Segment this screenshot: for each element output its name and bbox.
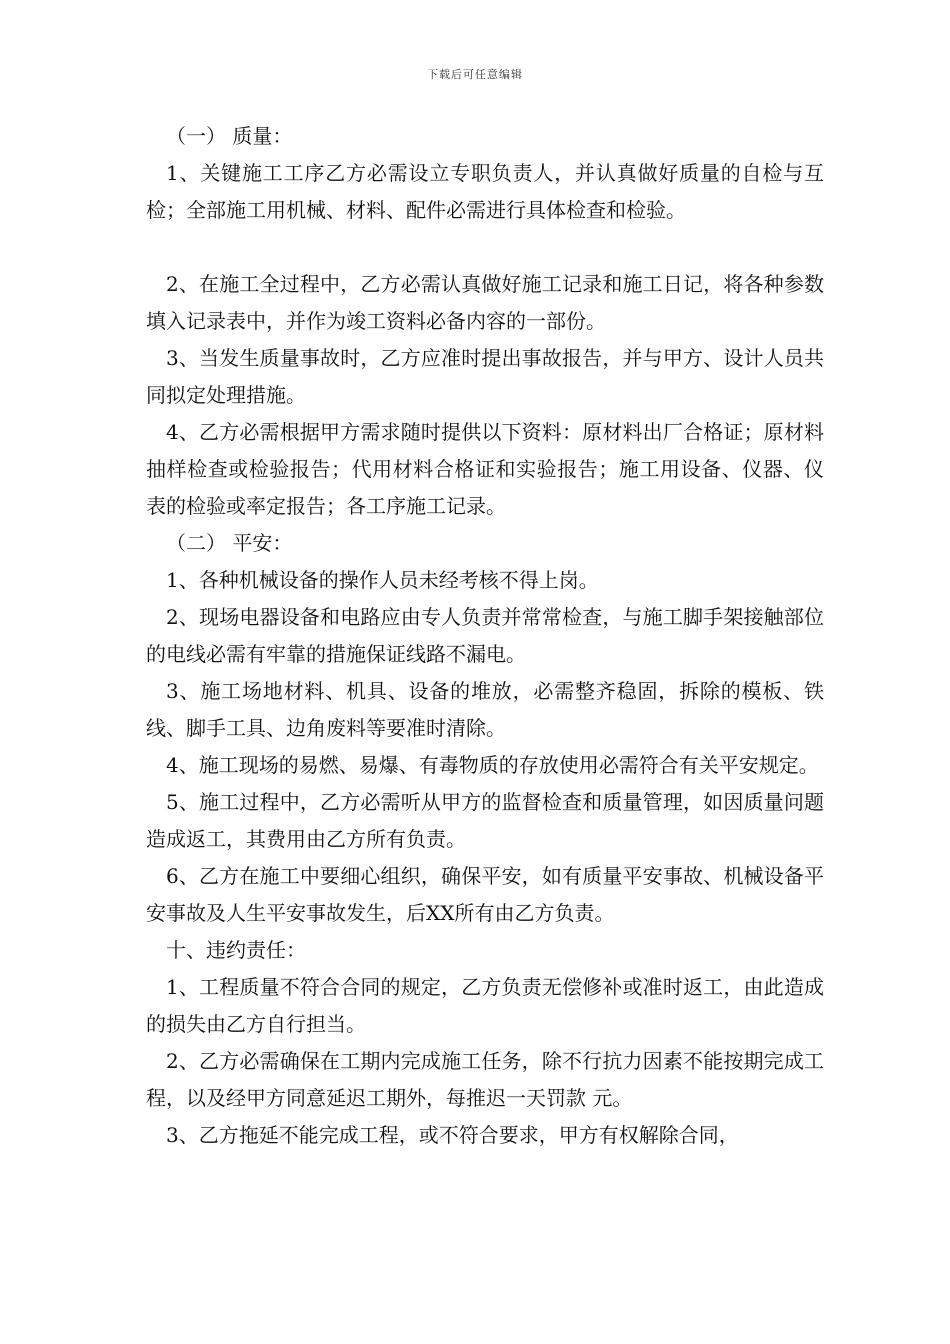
paragraph: 5、施工过程中，乙方必需听从甲方的监督检查和质量管理，如因质量问题造成返工，其费用由乙方所有负责。 [146, 790, 824, 851]
section-heading-safety: （二） 平安： [166, 531, 293, 555]
section-heading-liability: 十、违约责任： [166, 938, 306, 962]
paragraph: 2、现场电器设备和电路应由专人负责并常常检查，与施工脚手架接触部位的电线必需有牢靠的措施保证线路不漏电。 [146, 605, 824, 666]
paragraph: 2、乙方必需确保在工期内完成施工任务，除不行抗力因素不能按期完成工程，以及经甲方同意延迟工期外，每推迟一天罚款 元。 [146, 1049, 824, 1110]
paragraph: 3、当发生质量事故时，乙方应准时提出事故报告，并与甲方、设计人员共同拟定处理措施。 [146, 346, 824, 407]
paragraph: 2、在施工全过程中，乙方必需认真做好施工记录和施工日记，将各种参数填入记录表中，并作为竣工资料必备内容的一部份。 [146, 272, 824, 333]
paragraph: 4、乙方必需根据甲方需求随时提供以下资料：原材料出厂合格证；原材料抽样检查或检验报告；代用材料合格证和实验报告；施工用设备、仪器、仪表的检验或率定报告；各工序施工记录。 [146, 420, 824, 518]
paragraph: 4、施工现场的易燃、易爆、有毒物质的存放使用必需符合有关平安规定。 [166, 753, 819, 777]
section-heading-quality: （一） 质量： [166, 124, 293, 148]
page-header: 下载后可任意编辑 [427, 68, 523, 81]
paragraph: 3、乙方拖延不能完成工程，或不符合要求，甲方有权解除合同， [166, 1123, 739, 1147]
paragraph: 1、工程质量不符合合同的规定，乙方负责无偿修补或准时返工，由此造成的损失由乙方自行担当。 [146, 975, 824, 1036]
paragraph: 3、施工场地材料、机具、设备的堆放，必需整齐稳固，拆除的模板、铁线、脚手工具、边角废料等要准时清除。 [146, 679, 824, 740]
paragraph: 1、关键施工工序乙方必需设立专职负责人，并认真做好质量的自检与互检；全部施工用机械、材料、配件必需进行具体检查和检验。 [146, 161, 824, 222]
paragraph: 6、乙方在施工中要细心组织，确保平安，如有质量平安事故、机械设备平安事故及人生平安事故发生，后XX所有由乙方负责。 [146, 864, 824, 925]
document-body [146, 118, 824, 1154]
paragraph: 1、各种机械设备的操作人员未经考核不得上岗。 [166, 568, 599, 592]
